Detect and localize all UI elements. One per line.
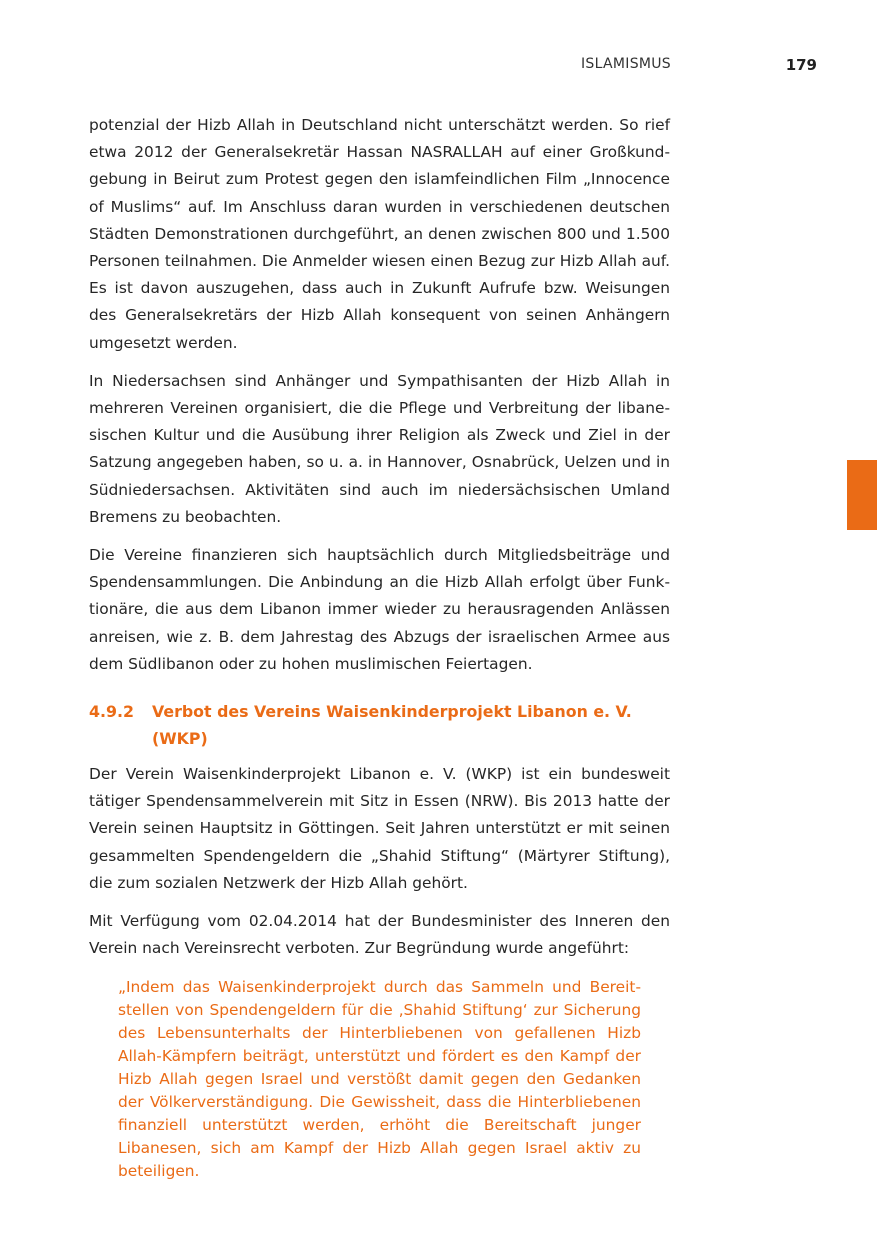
page-number: 179 — [785, 56, 817, 74]
body-paragraph: Mit Verfügung vom 02.04.2014 hat der Bundesminister des Inneren den Verein nach Vereinsrecht verboten. Zur Begründung wurde angeführt: — [89, 912, 670, 958]
body-paragraph: potenzial der Hizb Allah in Deutschland nicht unterschätzt werden. So rief etwa 2012 der Generalsekretär Hassan NASRALLAH auf einer Großkundgebung in Beirut zum Protest gegen den islamfeindlichen Film „Innocence of Muslims“ auf. Im Anschluss daran wurden in verschiedenen deutschen Städten Demonstrationen durchgeführt, an denen zwischen 800 und 1.500 Personen teilnahmen. Die Anmelder wiesen einen Bezug zur Hizb Allah auf. Es ist davon auszugehen, dass auch in Zukunft Aufrufe bzw. Weisungen des Generalsekretärs der Hizb Allah konsequent von seinen Anhängern umgesetzt werden. — [89, 116, 670, 352]
body-paragraph: Die Vereine finanzieren sich hauptsächlich durch Mitgliedsbeiträge und Spendensammlungen. Die Anbindung an die Hizb Allah erfolgt über Funktionäre, die aus dem Libanon immer wieder zu herausragenden Anlässen anreisen, wie z. B. dem Jahrestag des Abzugs der israelischen Armee aus dem Südlibanon oder zu hohen muslimischen Feiertagen. — [89, 546, 670, 673]
section-heading-number: 4.9.2 — [89, 702, 134, 722]
section-title: ISLAMISMUS — [580, 56, 671, 72]
page-body — [89, 112, 670, 1183]
section-heading — [89, 698, 670, 752]
running-header — [0, 56, 877, 78]
chapter-thumb-tab — [847, 460, 877, 530]
body-paragraph: In Niedersachsen sind Anhänger und Sympathisanten der Hizb Allah in mehreren Vereinen organisiert, die die Pflege und Verbreitung der libanesischen Kultur und die Ausübung ihrer Religion als Zweck und Ziel in der Satzung angegeben haben, so u. a. in Hannover, Osnabrück, Uelzen und in Südniedersachsen. Aktivitäten sind auch im niedersächsischen Umland Bremens zu beobachten. — [89, 371, 670, 526]
body-paragraph: Der Verein Waisenkinderprojekt Libanon e. V. (WKP) ist ein bundesweit tätiger Spendensammelverein mit Sitz in Essen (NRW). Bis 2013 hatte der Verein seinen Hauptsitz in Göttingen. Seit Jahren unterstützt er mit seinen gesammelten Spendengeldern die „Shahid Stiftung“ (Märtyrer Stiftung), die zum sozialen Netzwerk der Hizb Allah gehört. — [89, 765, 670, 892]
block-quote: „Indem das Waisenkinderprojekt durch das Sammeln und Bereitstellen von Spendengeldern für die ‚Shahid Stiftung‘ zur Sicherung des Lebensunterhalts der Hinterbliebenen von gefallenen Hizb Allah-Kämpfern beiträgt, unterstützt und fördert es den Kampf der Hizb Allah gegen Israel und verstößt damit gegen den Gedanken der Völkerverständigung. Die Gewissheit, dass die Hinterbliebenen finanziell unterstützt werden, erhöht die Bereitschaft junger Libanesen, sich am Kampf der Hizb Allah gegen Israel aktiv zu beteiligen. — [118, 978, 641, 1181]
section-heading-title: Verbot des Vereins Waisenkinderprojekt Libanon e. V. (WKP) — [152, 702, 632, 749]
